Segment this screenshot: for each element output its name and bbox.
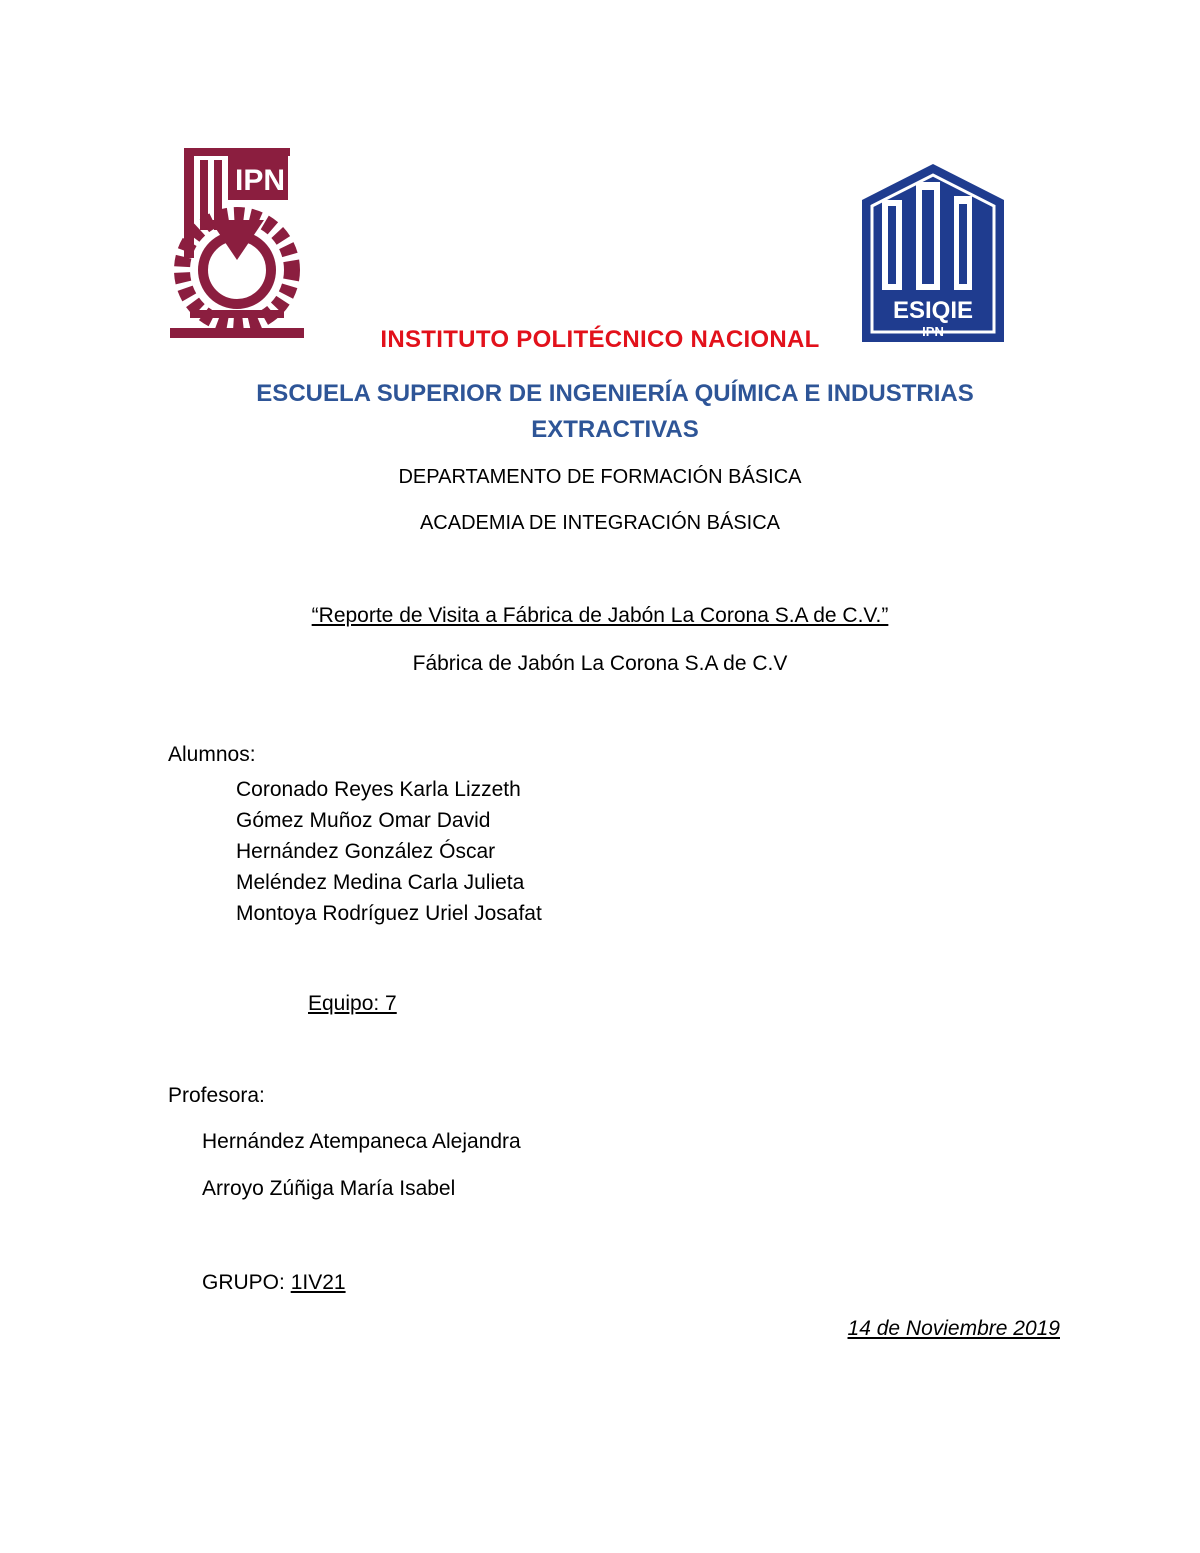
students-list (236, 774, 542, 929)
student-name: Coronado Reyes Karla Lizzeth (236, 778, 521, 801)
group-line (202, 1271, 346, 1295)
students-label: Alumnos: (168, 743, 256, 766)
academy-title: ACADEMIA DE INTEGRACIÓN BÁSICA (419, 512, 781, 534)
esiqie-logo-text: ESIQIE (892, 297, 974, 324)
report-subtitle: Fábrica de Jabón La Corona S.A de C.V (412, 652, 788, 675)
report-title-text: “Reporte de Visita a Fábrica de Jabón La Corona S.A de C.V.” (311, 604, 889, 627)
department-title: DEPARTAMENTO DE FORMACIÓN BÁSICA (398, 466, 802, 488)
institute-title: INSTITUTO POLITÉCNICO NACIONAL (380, 326, 820, 353)
student-name: Hernández González Óscar (236, 840, 496, 863)
ipn-logo-text: IPN (234, 164, 286, 197)
esiqie-logo-subtext: IPN (922, 324, 944, 339)
student-name: Meléndez Medina Carla Julieta (236, 871, 525, 894)
ipn-logo-icon (170, 140, 304, 348)
student-name: Gómez Muñoz Omar David (236, 809, 491, 832)
team-label: Equipo: 7 (308, 992, 397, 1015)
report-date: 14 de Noviembre 2019 (847, 1317, 1060, 1340)
group-value: 1IV21 (290, 1271, 346, 1294)
group-label: GRUPO: (202, 1271, 285, 1294)
teacher-name: Arroyo Zúñiga María Isabel (202, 1177, 456, 1200)
teachers-label: Profesora: (168, 1084, 265, 1107)
report-title (0, 604, 1200, 628)
student-name: Montoya Rodríguez Uriel Josafat (236, 902, 542, 925)
esiqie-logo-icon (858, 160, 1008, 346)
school-title: ESCUELA SUPERIOR DE INGENIERÍA QUÍMICA E INDUSTRIAS EXTRACTIVAS (256, 380, 974, 443)
teacher-name: Hernández Atempaneca Alejandra (202, 1130, 521, 1153)
